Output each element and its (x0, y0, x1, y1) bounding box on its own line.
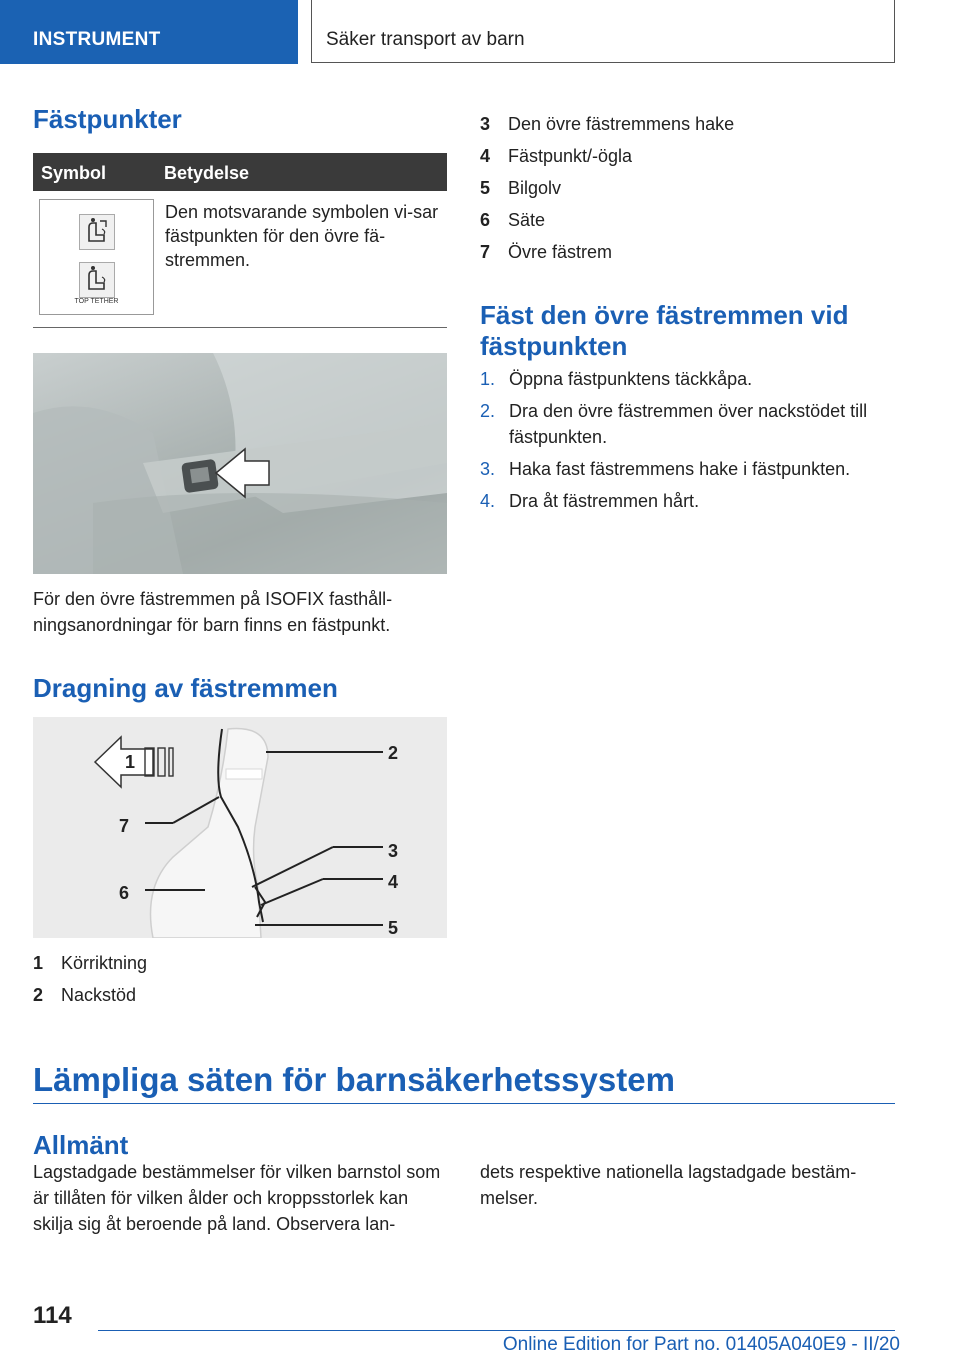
step-item (480, 456, 900, 482)
step-text: Dra den övre fästremmen över nackstödet till fästpunkten. (509, 401, 868, 447)
diagram-label-1: 1 (125, 752, 136, 772)
heading-rule (33, 1103, 895, 1104)
step-text: Haka fast fästremmens hake i fästpunkten. (509, 459, 851, 479)
chapter-title: Säker transport av barn (326, 29, 525, 50)
routing-legend-right (480, 108, 900, 268)
table-meaning-text (165, 200, 445, 272)
diagram-label-6: 6 (119, 883, 130, 903)
legend-text: Den övre fästremmens hake (508, 114, 735, 134)
step-text: Dra åt fästremmen hårt. (509, 491, 700, 511)
legend-text: Körriktning (61, 953, 148, 973)
step-item (480, 398, 900, 450)
routing-legend-left (33, 947, 453, 1011)
legend-item (33, 947, 453, 979)
legend-number: 7 (480, 242, 491, 262)
legend-item (480, 172, 900, 204)
general-text-right: dets respektive nationella lagstadgade bestäm-melser. (480, 1162, 857, 1208)
step-number: 3. (480, 459, 496, 479)
table-rule (33, 327, 447, 328)
section-tab (0, 0, 298, 64)
step-text: Öppna fästpunktens täckkåpa. (509, 369, 753, 389)
page-number: 114 (33, 1302, 72, 1329)
diagram-label-4: 4 (388, 872, 399, 892)
chapter-header (311, 0, 895, 63)
top-tether-symbol (39, 199, 154, 315)
child-seat-anchor-icon (79, 214, 115, 250)
step-number: 2. (480, 401, 496, 421)
diagram-label-3: 3 (388, 841, 399, 861)
step-item (480, 366, 900, 392)
legend-text: Bilgolv (508, 178, 562, 198)
table-header (33, 153, 447, 191)
suitable-seats-heading: Lämpliga säten för barnsäkerhetssystem (33, 1061, 675, 1098)
meaning-text: Den motsvarande symbolen vi-sar fästpunkten för den övre fä-stremmen. (165, 202, 439, 270)
legend-text: Säte (508, 210, 546, 230)
tether-routing-diagram (33, 717, 447, 938)
legend-text: Övre fästrem (508, 242, 613, 262)
anchor-point-photo (33, 353, 447, 574)
legend-item (480, 140, 900, 172)
step-item (480, 488, 900, 514)
diagram-label-5: 5 (388, 918, 399, 938)
diagram-label-7: 7 (119, 816, 130, 836)
top-tether-icon (79, 262, 115, 298)
step-number: 4. (480, 491, 496, 511)
attach-heading: Fäst den övre fästremmen vid fästpunkten (480, 300, 849, 361)
step-number: 1. (480, 369, 496, 389)
general-subheading: Allmänt (33, 1130, 129, 1160)
footer-rule (98, 1330, 895, 1331)
symbol-caption: TOP TETHER (74, 298, 119, 305)
routing-heading: Dragning av fästremmen (33, 673, 338, 703)
legend-number: 1 (33, 953, 44, 973)
attach-steps (480, 366, 900, 520)
table-col-symbol: Symbol (41, 163, 107, 183)
legend-item (480, 108, 900, 140)
legend-number: 2 (33, 985, 44, 1005)
legend-text: Nackstöd (61, 985, 137, 1005)
legend-number: 6 (480, 210, 491, 230)
legend-number: 4 (480, 146, 491, 166)
anchor-points-heading: Fästpunkter (33, 104, 182, 134)
edition-footer: Online Edition for Part no. 01405A040E9 - II/20 (502, 1334, 900, 1355)
table-col-meaning: Betydelse (164, 163, 250, 183)
legend-text: Fästpunkt/-ögla (508, 146, 633, 166)
diagram-label-2: 2 (388, 743, 399, 763)
legend-item (33, 979, 453, 1011)
photo-caption: För den övre fästremmen på ISOFIX fasthåll-ningsanordningar för barn finns en fästpunkt. (33, 589, 393, 635)
legend-number: 3 (480, 114, 491, 134)
legend-number: 5 (480, 178, 491, 198)
legend-item (480, 204, 900, 236)
legend-item (480, 236, 900, 268)
general-text-left: Lagstadgade bestämmelser för vilken barnstol som är tillåten för vilken ålder och kroppsstorlek kan skilja sig åt beroende på land. Observera lan- (33, 1162, 441, 1234)
section-title: INSTRUMENT (33, 29, 161, 50)
